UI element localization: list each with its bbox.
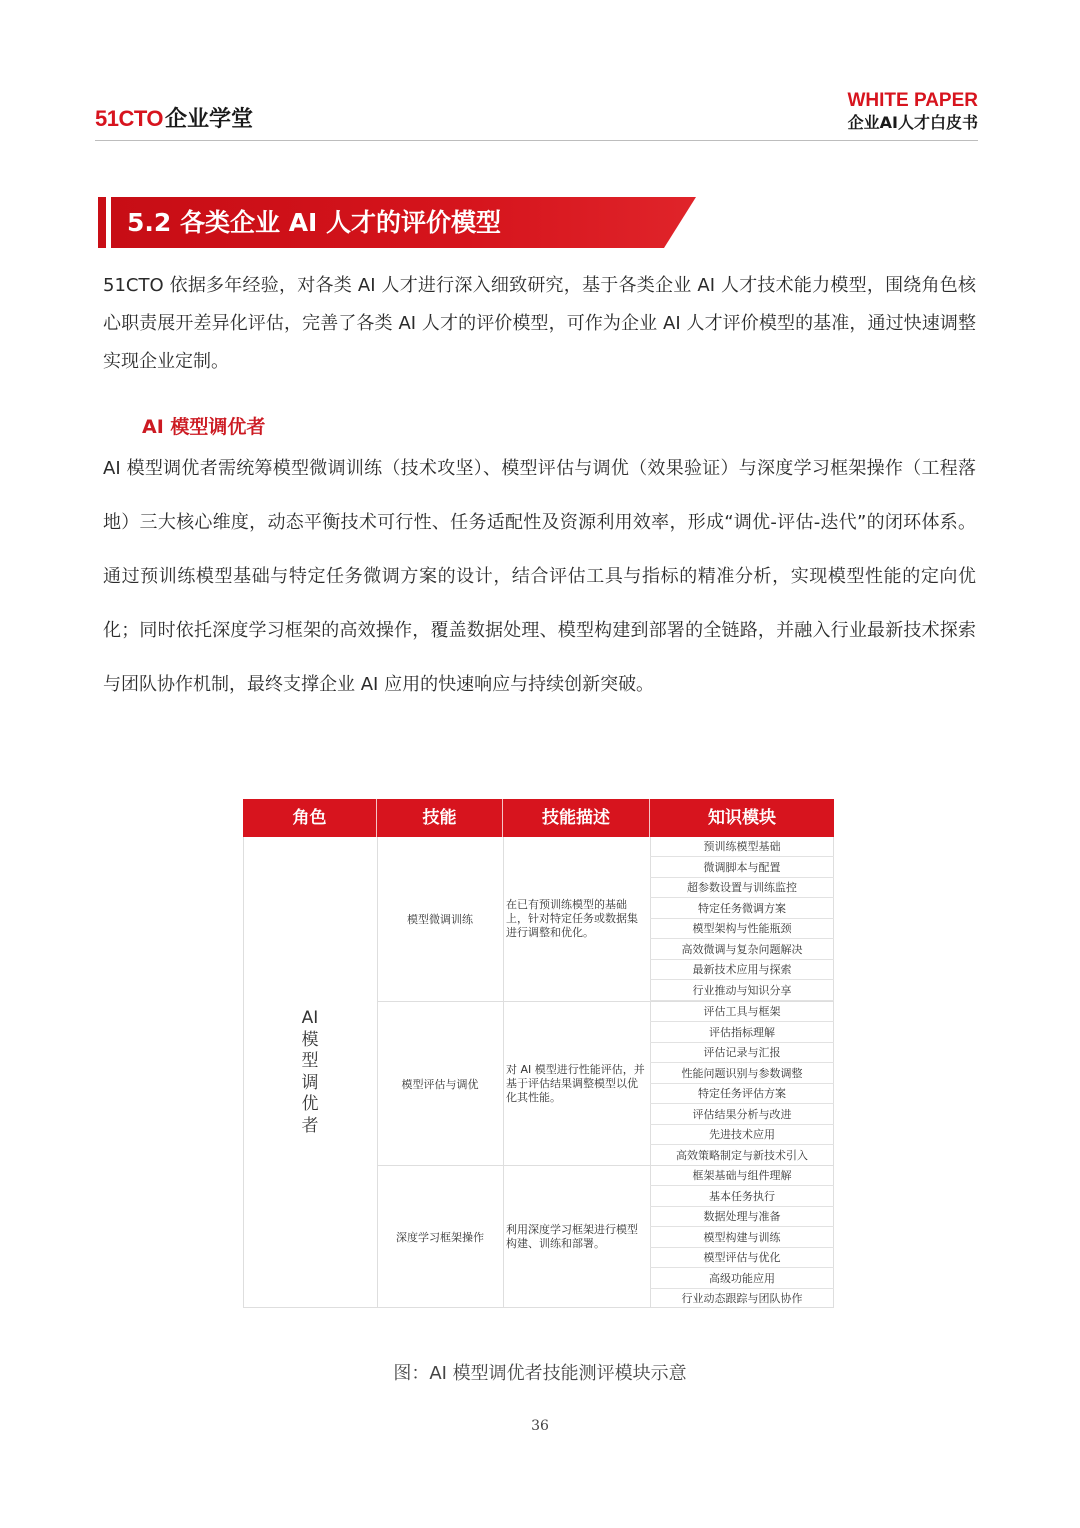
subsection-title: AI 模型调优者: [142, 416, 266, 438]
white-paper-cn: 企业AI人才白皮书: [847, 113, 978, 132]
header-description: 技能描述: [503, 799, 650, 837]
knowledge-module: 特定任务微调方案: [650, 899, 834, 919]
skill-name: 模型评估与调优: [401, 1077, 479, 1091]
table-header: [243, 799, 834, 837]
knowledge-module: 评估记录与汇报: [650, 1043, 834, 1063]
section-accent-bar: [98, 197, 106, 248]
white-paper-label: [847, 90, 978, 134]
skill-description: 利用深度学习框架进行模型构建、训练和部署。: [506, 1223, 638, 1250]
section-title: 5.2 各类企业 AI 人才的评价模型: [127, 208, 502, 237]
knowledge-module: 行业动态跟踪与团队协作: [681, 1292, 803, 1305]
skill-group: [377, 1165, 834, 1308]
role-cell: [243, 837, 377, 1308]
knowledge-module: 评估工具与框架: [650, 1002, 834, 1022]
knowledge-module: 最新技术应用与探索: [650, 960, 834, 980]
knowledge-module: 高效微调与复杂问题解决: [650, 940, 834, 960]
skills-table: [243, 799, 834, 1308]
knowledge-module: 数据处理与准备: [650, 1207, 834, 1227]
skill-group: [377, 837, 834, 1001]
subsection-paragraph: AI 模型调优者需统筹模型微调训练（技术攻坚）、模型评估与调优（效果验证）与深度学习框架操作（工程落地）三大核心维度，动态平衡技术可行性、任务适配性及资源利用效率，形成“调优-评估-迭代”的闭环体系。通过预训练模型基础与特定任务微调方案的设计，结合评估工具与指标的精准分析，实现模型性能的定向优化；同时依托深度学习框架的高效操作，覆盖数据处理、模型构建到部署的全链路，并融入行业最新技术探索与团队协作机制，最终支撑企业 AI 应用的快速响应与持续创新突破。: [103, 458, 976, 695]
page-number: 36: [531, 1418, 549, 1434]
figure-caption: 图：AI 模型调优者技能测评模块示意: [393, 1363, 687, 1384]
skill-group: [377, 1001, 834, 1165]
brand-logo: [95, 102, 253, 133]
skill-description: 对 AI 模型进行性能评估，并基于评估结果调整模型以优化其性能。: [506, 1062, 645, 1104]
knowledge-module: 评估指标理解: [650, 1023, 834, 1043]
knowledge-module: 评估结果分析与改进: [650, 1105, 834, 1125]
intro-paragraph: 51CTO 依据多年经验，对各类 AI 人才进行深入细致研究，基于各类企业 AI 人才技术能力模型，围绕角色核心职责展开差异化评估，完善了各类 AI 人才的评价模型，可作为企业 AI 人才评价模型的基准，通过快速调整实现企业定制。: [103, 275, 976, 372]
header-modules: 知识模块: [708, 808, 776, 828]
knowledge-module: 特定任务评估方案: [650, 1084, 834, 1104]
knowledge-module: 模型架构与性能瓶颈: [650, 919, 834, 939]
skill-description: 在已有预训练模型的基础上，针对特定任务或数据集进行调整和优化。: [506, 898, 638, 939]
role-name: AI模型调优者: [301, 1008, 319, 1136]
knowledge-module: 超参数设置与训练监控: [650, 878, 834, 898]
knowledge-module: 行业推动与知识分享: [650, 981, 834, 1001]
knowledge-module: 高级功能应用: [650, 1269, 834, 1289]
knowledge-module: 模型构建与训练: [650, 1228, 834, 1248]
logo-number: 51CTO: [95, 106, 164, 131]
header-role: 角色: [243, 799, 377, 837]
knowledge-module: 模型评估与优化: [650, 1248, 834, 1268]
skill-name: 深度学习框架操作: [396, 1231, 484, 1244]
white-paper-en: WHITE PAPER: [847, 90, 978, 111]
knowledge-module: 框架基础与组件理解: [650, 1166, 834, 1186]
knowledge-module: 先进技术应用: [650, 1125, 834, 1145]
knowledge-module: 微调脚本与配置: [650, 858, 834, 878]
logo-text: 企业学堂: [165, 107, 254, 132]
knowledge-module: 基本任务执行: [650, 1187, 834, 1207]
knowledge-module: 性能问题识别与参数调整: [650, 1064, 834, 1084]
knowledge-module: 高效策略制定与新技术引入: [650, 1146, 834, 1166]
knowledge-module: 预训练模型基础: [650, 837, 834, 857]
skill-name: 模型微调训练: [407, 913, 473, 926]
header-skill: 技能: [377, 799, 503, 837]
page-header: [95, 88, 978, 141]
